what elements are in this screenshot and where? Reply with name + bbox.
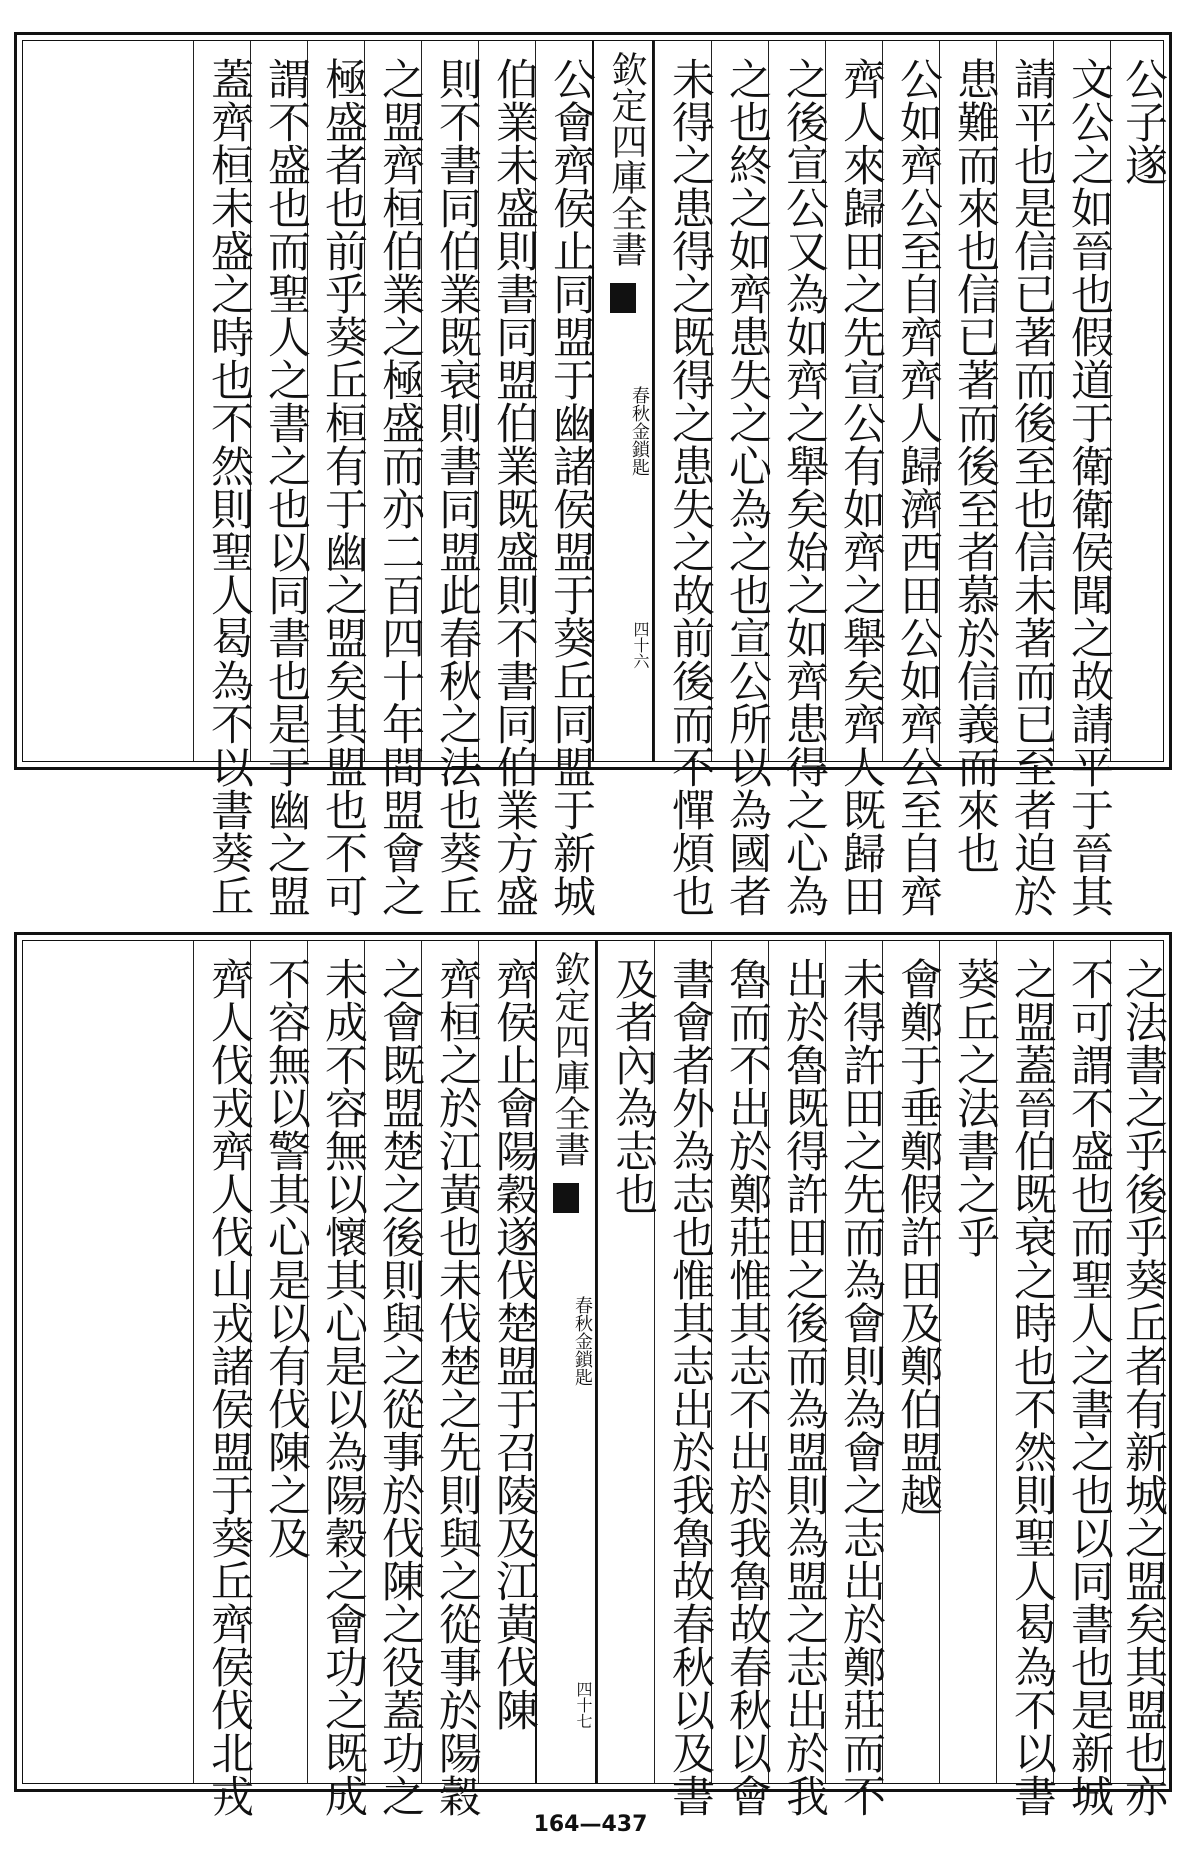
text-column: 魯而不出於鄭莊惟其志不出於我魯故春秋以會 (711, 941, 768, 1783)
text-column: 之後宣公又為如齊之舉矣始之如齊患得之心為 (768, 41, 825, 761)
text-column: 會鄭于垂鄭假許田及鄭伯盟越 (882, 941, 939, 1783)
text-column: 書會者外為志也惟其志出於我魯故春秋以及書 (654, 941, 711, 1783)
text-column: 之盟蓋晉伯既衰之時也不然則聖人曷為不以書 (996, 941, 1053, 1783)
text-column: 未得許田之先而為會則為會之志出於鄭莊而不 (825, 941, 882, 1783)
text-column: 不可謂不盛也而聖人之書之也以同書也是新城 (1053, 941, 1110, 1783)
bottom-page-panel (14, 932, 1172, 1817)
fishtail-mark (610, 283, 636, 313)
book-name: 春秋金鎖匙 (629, 386, 650, 476)
text-column: 公會齊侯止同盟于幽諸侯盟于葵丘同盟于新城 (535, 41, 592, 761)
text-column: 請平也是信已著而後至也信未著而已至者迫於 (996, 41, 1053, 761)
text-column: 未成不容無以懷其心是以為陽穀之會功之既成 (307, 941, 364, 1783)
text-column: 則不書同伯業既衰則書同盟此春秋之法也葵丘 (421, 41, 478, 761)
top-page-panel (14, 32, 1172, 917)
page-number: 四十六 (631, 621, 650, 669)
text-column: 公子遂 (1110, 41, 1164, 761)
fishtail-mark (553, 1183, 579, 1213)
text-column: 齊桓之於江黃也未伐楚之先則與之從事於陽穀 (421, 941, 478, 1783)
text-column: 之法書之乎後乎葵丘者有新城之盟矣其盟也亦 (1110, 941, 1164, 1783)
book-name: 春秋金鎖匙 (572, 1296, 593, 1386)
center-gutter (592, 41, 654, 761)
text-column: 未得之患得之既得之患失之故前後而不憚煩也 (654, 41, 711, 761)
text-column: 及者內為志也 (597, 941, 654, 1783)
text-column: 謂不盛也而聖人之書之也以同書也是于幽之盟 (250, 41, 307, 761)
book-title: 欽定四庫全書 (549, 951, 590, 1167)
text-column: 文公之如晉也假道于衛衛侯聞之故請平于晉其 (1053, 41, 1110, 761)
text-column: 葵丘之法書之乎 (939, 941, 996, 1783)
text-column: 之也終之如齊患失之心為之也宣公所以為國者 (711, 41, 768, 761)
text-column: 極盛者也前乎葵丘桓有于幽之盟矣其盟也不可 (307, 41, 364, 761)
text-column: 患難而來也信已著而後至者慕於信義而來也 (939, 41, 996, 761)
page-number: 四十七 (574, 1681, 593, 1729)
text-column (23, 41, 193, 761)
book-title: 欽定四庫全書 (606, 51, 647, 267)
text-column: 蓋齊桓未盛之時也不然則聖人曷為不以書葵丘 (193, 41, 250, 761)
text-column: 齊人伐戎齊人伐山戎諸侯盟于葵丘齊侯伐北戎 (193, 941, 250, 1783)
text-column: 不容無以警其心是以有伐陳之及 (250, 941, 307, 1783)
text-column: 公如齊公至自齊齊人歸濟西田公如齊公至自齊 (882, 41, 939, 761)
text-column: 之會既盟楚之後則與之從事於伐陳之役蓋功之 (364, 941, 421, 1783)
text-column: 出於魯既得許田之後而為盟則為盟之志出於我 (768, 941, 825, 1783)
text-column (23, 941, 193, 1783)
center-gutter (535, 941, 597, 1783)
top-page-frame (22, 40, 1168, 917)
text-column: 伯業未盛則書同盟伯業既盛則不書同伯業方盛 (478, 41, 535, 761)
bottom-page-frame (22, 940, 1168, 1817)
page-reference: 164—437 (533, 1812, 648, 1837)
text-column: 齊侯止會陽穀遂伐楚盟于召陵及江黃伐陳 (478, 941, 535, 1783)
text-column: 之盟齊桓伯業之極盛而亦二百四十年間盟會之 (364, 41, 421, 761)
text-column: 齊人來歸田之先宣公有如齊之舉矣齊人既歸田 (825, 41, 882, 761)
